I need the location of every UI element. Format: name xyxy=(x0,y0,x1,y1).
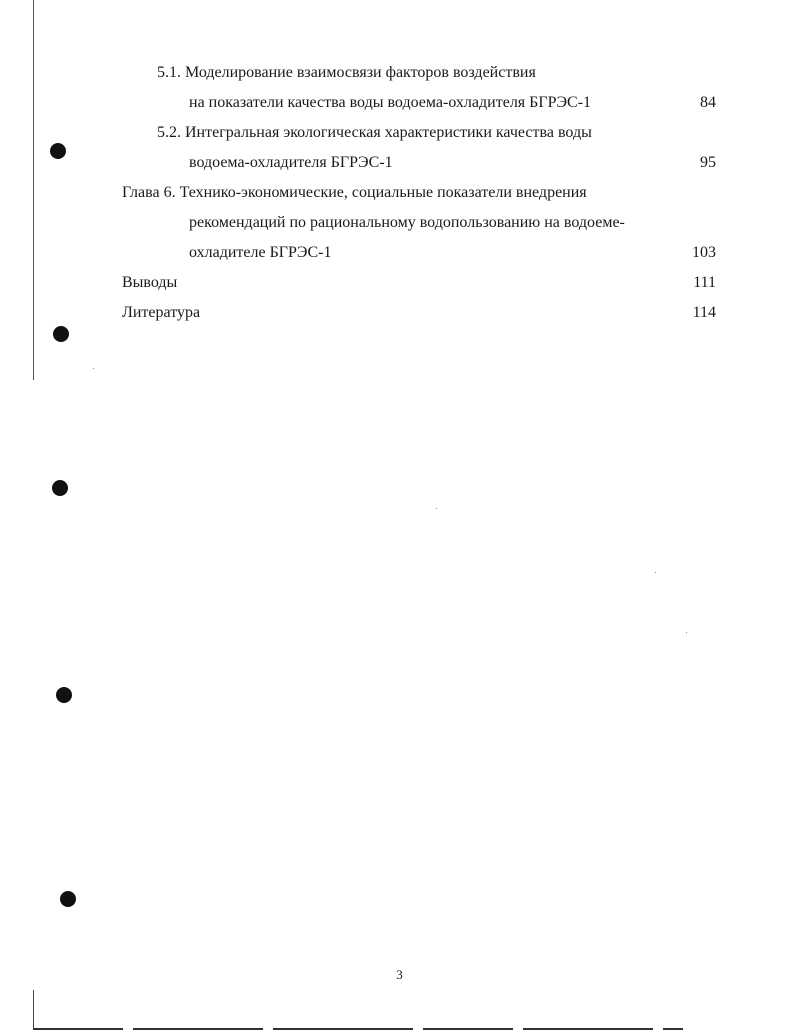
scan-speck xyxy=(655,572,656,573)
page-number: 3 xyxy=(396,967,403,982)
scan-speck xyxy=(93,368,94,369)
scan-bottom-edge xyxy=(33,1028,683,1030)
punch-hole-4 xyxy=(56,687,72,703)
punch-hole-5 xyxy=(60,891,76,907)
punch-hole-1 xyxy=(50,143,66,159)
toc-ch6-line-3: охладителе БГРЭС-1 xyxy=(189,244,332,261)
toc-conclusions-page: 111 xyxy=(693,274,716,291)
toc-5-2-line-1: 5.2. Интегральная экологическая характеристики качества воды xyxy=(157,124,592,141)
toc-ch6-line-2: рекомендаций по рациональному водопользованию на водоеме- xyxy=(189,214,625,231)
toc-ch6-line-1: Глава 6. Технико-экономические, социальные показатели внедрения xyxy=(122,184,587,201)
toc-literature: Литература xyxy=(122,304,201,321)
scan-speck xyxy=(686,632,687,633)
toc-5-1-line-2: на показатели качества воды водоема-охладителя БГРЭС-1 xyxy=(189,94,592,111)
scan-left-edge-bottom xyxy=(33,990,34,1030)
toc-5-2-page: 95 xyxy=(700,154,716,171)
toc-literature-page: 114 xyxy=(692,304,716,321)
toc-5-1-page: 84 xyxy=(700,94,716,111)
scan-speck xyxy=(436,508,437,509)
toc-5-2-line-2: водоема-охладителя БГРЭС-1 xyxy=(189,154,393,171)
scan-left-edge xyxy=(33,0,34,380)
toc-ch6-page: 103 xyxy=(692,244,716,261)
toc-5-1-line-1: 5.1. Моделирование взаимосвязи факторов воздействия xyxy=(157,64,536,81)
punch-hole-3 xyxy=(52,480,68,496)
punch-hole-2 xyxy=(53,326,69,342)
toc-conclusions: Выводы xyxy=(122,274,178,291)
